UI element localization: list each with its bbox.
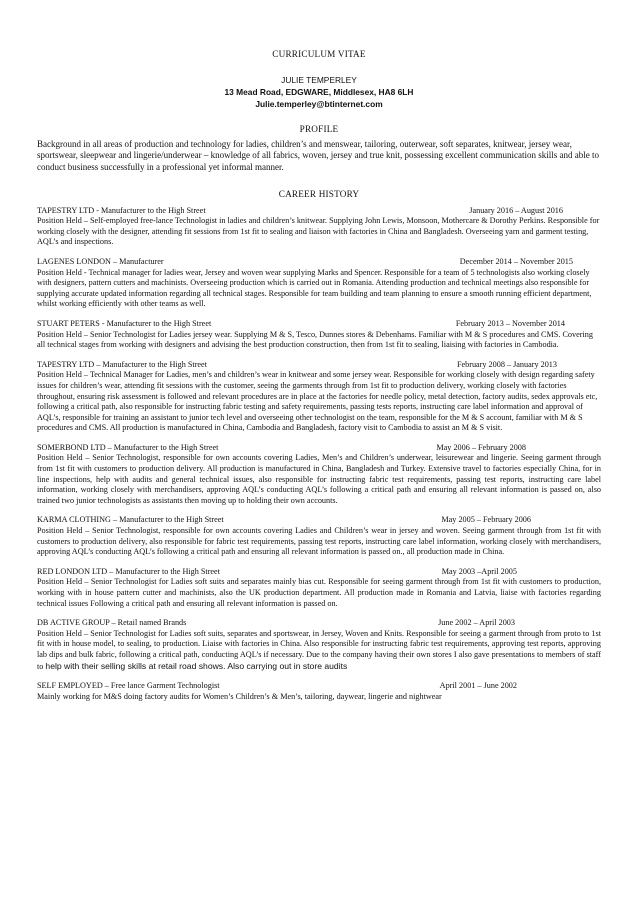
career-history-heading: CAREER HISTORY	[278, 189, 360, 200]
job-company: DB ACTIVE GROUP – Retail named Brands	[37, 618, 187, 628]
candidate-address: 13 Mead Road, EDGWARE, Middlesex, HA8 6LH	[224, 86, 414, 97]
job-description: Position Held - Technical manager for ladies wear, Jersey and woven wear supplying Marks and Spencer. Responsible for a team of 5 technologists also working closely with designers, pattern cutters and machinists. Overseeing production which is carried out in Romania. Attending production and technical meetings also responsible for supplying accurate updated information regarding all technical stages. Responsible for team building and team planning to ensure a smooth running efficient department, whilst working efficiently with other teams as well.	[37, 267, 592, 309]
candidate-name: JULIE TEMPERLEY	[281, 74, 357, 85]
job-dates: February 2013 – November 2014	[455, 318, 565, 328]
job-header	[37, 567, 601, 578]
job-company: TAPESTRY LTD – Manufacturer to the High Street	[37, 359, 207, 369]
job-header	[37, 515, 601, 526]
job-dates: January 2016 – August 2016	[469, 205, 563, 215]
job-header	[37, 206, 601, 217]
contact-block	[37, 74, 601, 111]
job-dates: February 2008 – January 2013	[456, 359, 557, 369]
job-entry	[37, 360, 601, 434]
job-header	[37, 443, 601, 454]
job-company: LAGENES LONDON – Manufacturer	[37, 256, 164, 266]
job-entry	[37, 206, 601, 248]
job-dates: April 2001 – June 2002	[439, 681, 517, 691]
job-description-tail: help with their selling skills at retail road shows. Also carrying out in store audits	[45, 660, 348, 671]
job-company: SELF EMPLOYED – Free lance Garment Technologist	[37, 681, 220, 691]
job-header	[37, 257, 601, 268]
cv-title: CURRICULUM VITAE	[272, 49, 366, 59]
job-description: Position Held – Senior Technologist, responsible for own accounts covering Ladies, Men’s and Children’s underwear, leisurewear and lingerie. Seeing garment through from 1st fit with customers to production delivery. All production is manufactured in China, Bangladesh and Turkey. Extensive travel to factories especially China, for in line inspections, help with audits and general technical issues, also responsible for instructing fabric test requirements, passing test reports, instructing care label information, working closely with merchandisers, approving AQL’s conducting AQL’s following a critical path and ensuring all relevant information is passed on, also trained two junior technologists as assistants then moving up to holding their own accounts.	[37, 453, 601, 505]
job-company: KARMA CLOTHING – Manufacturer to the High Street	[37, 515, 224, 525]
profile-text: Background in all areas of production and technology for ladies, children’s and menswear, tailoring, outerwear, soft separates, knitwear, jersey wear, sportswear, sleepwear and lingerie/underwear – knowledge of all fabrics, woven, jersey and true knit, possessing excellent communication skills and able to conduct business successfully in a professional yet informal manner.	[37, 138, 599, 172]
cv-page	[37, 49, 601, 702]
job-entry	[37, 618, 601, 672]
job-description: Position Held – Self-employed free-lance Technologist in ladies and children’s knitwear. Supplying John Lewis, Monsoon, Mothercare & Dorothy Perkins. Responsible for working closely with the designer, attending fit sessions from 1st fit to sealing and liaison with factories in China and Bangladesh. Overseeing yarn and garment testing, AQL’s and inspections.	[37, 216, 600, 247]
job-entry	[37, 567, 601, 609]
job-description: Position Held – Technical Manager for Ladies, men’s and children’s wear in knitwear and some jersey wear. Responsible for working closely with design regarding safety issues for children’s wear, attending fit sessions with the customer, seeing the garments through from 1st fit to production delivery, working closely with factories throughout, ensuring risk assessment is followed and relevant procedures are in place at the factories for needle policy, metal detection, factory audits, sedex approvals etc, following a critical path, also responsible for instructing fabric testing and safety requirements, passing tests reports, instructing care label information and approval of AQL’s, responsible for training an assistant to junior tech level and overseeing other technologist on the team, responsible for the M & S account, familiar with M & S procedures and CMS. All production is manufactured in China, Cambodia and Bangladesh, factory visit to Cambodia to assist an M & S visit.	[37, 370, 598, 433]
job-entry	[37, 681, 601, 702]
job-company: TAPESTRY LTD - Manufacturer to the High Street	[37, 205, 206, 215]
job-dates: June 2002 – April 2003	[438, 618, 515, 628]
job-entry	[37, 319, 601, 351]
job-company: SOMERBOND LTD – Manufacturer to the High Street	[37, 442, 219, 452]
job-description: Position Held – Senior Technologist, responsible for own accounts covering Ladies and Children’s wear in jersey and woven. Seeing garment through from 1st fit with customers to production delivery, also responsible for fabric test requirements, passing test reports, instructing care label information, working closely with merchandisers, approving AQL’s conducting AQL’s following a critical path and ensuring all relevant information is passed on., all production made in China.	[37, 526, 601, 557]
job-description: Mainly working for M&S doing factory audits for Women’s Children’s & Men’s, tailoring, daywear, lingerie and nightwear	[37, 691, 442, 701]
job-entry	[37, 515, 601, 557]
job-dates: May 2005 – February 2006	[441, 515, 531, 525]
job-header	[37, 319, 601, 330]
job-dates: May 2003 –April 2005	[441, 566, 517, 576]
job-description	[37, 629, 601, 672]
job-header	[37, 360, 601, 371]
job-description: Position Held – Senior Technologist for Ladies soft suits and separates mainly bias cut. Responsible for seeing garment through from 1st fit with customers to production, working with in house pattern cutter and machinists, also the UK production department. All production made in Romania and Latvia, liaise with factories regarding technical issues Following a critical path and ensuring all relevant information is passed on.	[37, 577, 601, 608]
candidate-email: Julie.temperley@btinternet.com	[255, 99, 383, 109]
job-description-main: Position Held – Senior Technologist for Ladies soft suits, separates and sportswear, in Jersey, Woven and Knits. Responsible for seeing a garment through from proto to 1st fit with in house model, to sealing, to production. Liaise with factories in China. Also responsible for instructing fabric test requirements, approving test reports, approving lab dips and bulk fabric, following a critical path, conducting AQL’s if necessary. Due to the company having their own stores I also gave presentations to members of staff to	[37, 628, 601, 671]
job-entry	[37, 443, 601, 507]
job-company: RED LONDON LTD – Manufacturer to the High Street	[37, 566, 220, 576]
profile-heading: PROFILE	[299, 124, 339, 135]
job-header	[37, 618, 601, 629]
job-header	[37, 681, 601, 692]
job-dates: May 2006 – February 2008	[436, 442, 526, 452]
job-entry	[37, 257, 601, 310]
job-dates: December 2014 – November 2015	[459, 256, 573, 266]
job-description: Position Held – Senior Technologist for Ladies jersey wear. Supplying M & S, Tesco, Dunnes stores & Debenhams. Familiar with M & S procedures and CMS. Covering all technical stages from working with designers and advising the best production construction, then from 1st fit to sealing, liaising with factories in Cambodia.	[37, 329, 593, 350]
job-company: STUART PETERS - Manufacturer to the High Street	[37, 318, 212, 328]
